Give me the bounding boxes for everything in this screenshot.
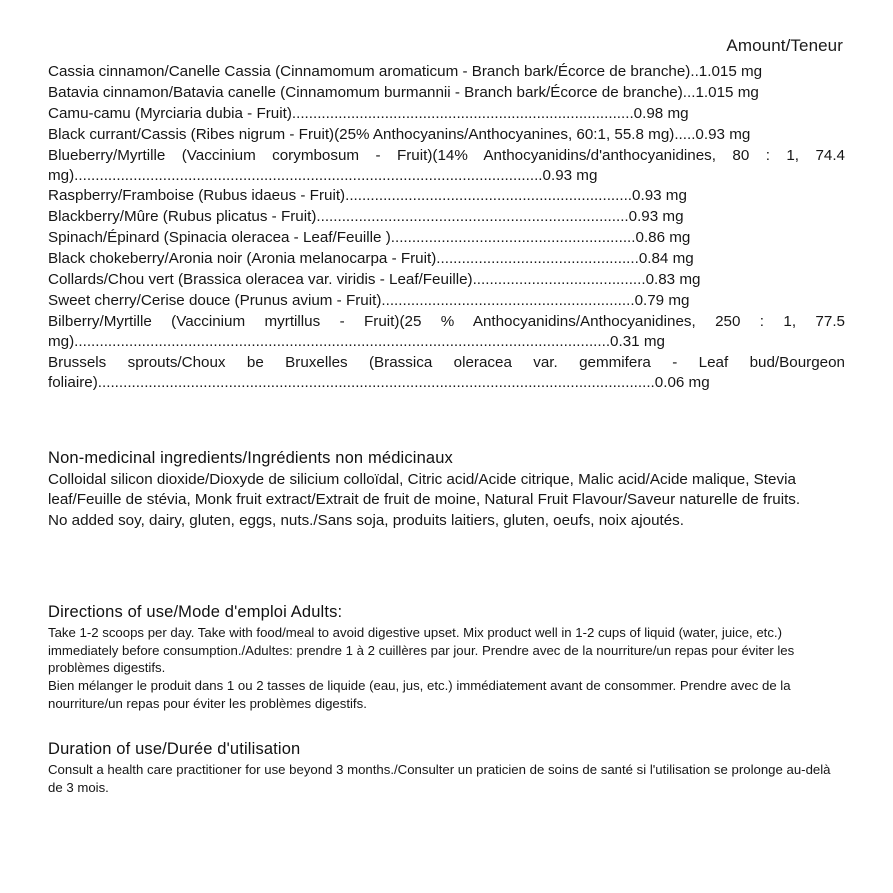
- non-medicinal-section: [48, 449, 845, 532]
- directions-line: Take 1-2 scoops per day. Take with food/meal to avoid digestive upset. Mix product well in 1-2 cups of liquid (water, juice, etc.) immediately before consumption./Adultes: prendre 1 à 2 cuillères par jour. Prendre avec de la nourriture/un repas pour éviter les problèmes digestifs.: [48, 625, 795, 675]
- ingredient-line: Camu-camu (Myrciaria dubia - Fruit).................................................................................0.98 mg: [48, 104, 689, 122]
- ingredient-line: Bilberry/Myrtille (Vaccinium myrtillus - Fruit)(25 % Anthocyanidins/Anthocyanidines, 250 : 1, 77.5 mg)...............................................................................................................................0.31 mg: [48, 312, 845, 350]
- list-item: [48, 125, 845, 145]
- amount-column-header: Amount/Teneur: [726, 36, 843, 55]
- ingredient-line: Black currant/Cassis (Ribes nigrum - Fruit)(25% Anthocyanins/Anthocyanines, 60:1, 55.8 mg).....0.93 mg: [48, 125, 751, 143]
- ingredient-line: Raspberry/Framboise (Rubus idaeus - Fruit)....................................................................0.93 mg: [48, 187, 687, 205]
- duration-line: Consult a health care practitioner for use beyond 3 months./Consulter un praticien de soins de santé si l'utilisation se prolonge au-delà de 3 mois.: [48, 762, 831, 795]
- ingredient-line: Spinach/Épinard (Spinacia oleracea - Leaf/Feuille )..........................................................0.86 mg: [48, 229, 691, 247]
- non-medicinal-body: [48, 470, 845, 532]
- directions-line: Bien mélanger le produit dans 1 ou 2 tasses de liquide (eau, jus, etc.) immédiatement avant de consommer. Prendre avec de la nourriture/un repas pour éviter les problèmes digestifs.: [48, 678, 791, 711]
- list-item: [48, 228, 845, 248]
- list-item: [48, 186, 845, 206]
- list-item: [48, 353, 845, 393]
- ingredient-line: Black chokeberry/Aronia noir (Aronia melanocarpa - Fruit)................................................0.84 mg: [48, 250, 694, 268]
- non-medicinal-line: Colloidal silicon dioxide/Dioxyde de silicium colloïdal, Citric acid/Acide citrique, Malic acid/Acide malique, Stevia leaf/Feuille de stévia, Monk fruit extract/Extrait de fruit de moine, Natural Fruit Flavour/Saveur naturelle de fruits.: [48, 470, 801, 508]
- directions-title: Directions of use/Mode d'emploi Adults:: [48, 603, 343, 622]
- ingredient-line: Blueberry/Myrtille (Vaccinium corymbosum - Fruit)(14% Anthocyanidins/d'anthocyanidines, 80 : 1, 74.4 mg)...............................................................................................................0.93 mg: [48, 146, 845, 184]
- ingredient-line: Brussels sprouts/Choux be Bruxelles (Brassica oleracea var. gemmifera - Leaf bud/Bourgeon foliaire)....................................................................................................................................0.06 mg: [48, 353, 845, 391]
- ingredient-line: Collards/Chou vert (Brassica oleracea var. viridis - Leaf/Feuille).........................................0.83 mg: [48, 271, 701, 289]
- ingredient-list: [48, 62, 845, 393]
- ingredient-line: Blackberry/Mûre (Rubus plicatus - Fruit)..........................................................................0.93 mg: [48, 208, 684, 226]
- directions-section: [48, 603, 845, 712]
- non-medicinal-title: Non-medicinal ingredients/Ingrédients non médicinaux: [48, 448, 453, 467]
- duration-body: [48, 761, 845, 796]
- list-item: [48, 146, 845, 186]
- ingredient-line: Batavia cinnamon/Batavia canelle (Cinnamomum burmannii - Branch bark/Écorce de branche)...1.015 mg: [48, 83, 759, 101]
- list-item: [48, 312, 845, 352]
- duration-title: Duration of use/Durée d'utilisation: [48, 740, 301, 759]
- list-item: [48, 291, 845, 311]
- directions-body: [48, 624, 845, 712]
- list-item: [48, 62, 845, 82]
- list-item: [48, 207, 845, 227]
- list-item: [48, 104, 845, 124]
- list-item: [48, 249, 845, 269]
- ingredient-line: Sweet cherry/Cerise douce (Prunus avium - Fruit)............................................................0.79 mg: [48, 291, 690, 309]
- ingredient-line: Cassia cinnamon/Canelle Cassia (Cinnamomum aromaticum - Branch bark/Écorce de branche)..1.015 mg: [48, 63, 763, 80]
- non-medicinal-line: No added soy, dairy, gluten, eggs, nuts./Sans soja, produits laitiers, gluten, oeufs, noix ajoutés.: [48, 511, 684, 529]
- list-item: [48, 270, 845, 290]
- list-item: [48, 83, 845, 103]
- duration-section: [48, 740, 845, 796]
